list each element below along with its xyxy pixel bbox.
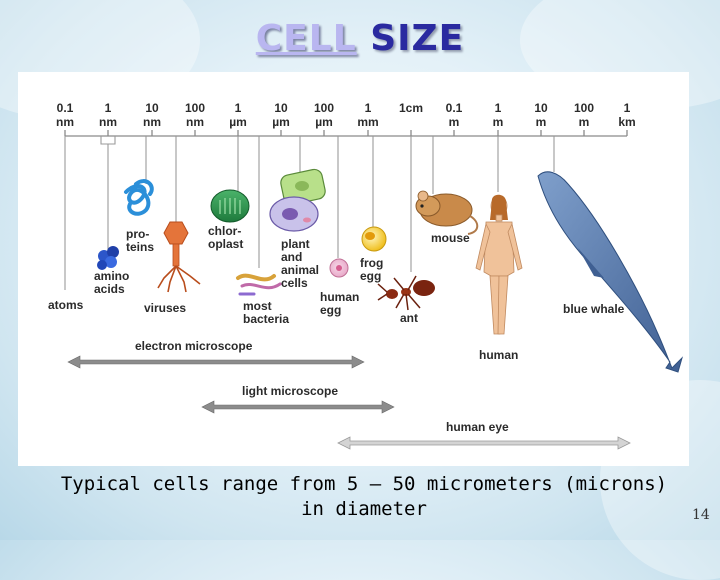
tick-value: 1 <box>364 101 372 115</box>
label-plant-animal-cells: cells <box>281 276 308 290</box>
label-ant: ant <box>400 311 418 325</box>
tick-unit: µm <box>272 115 290 129</box>
tick-unit: nm <box>143 115 161 129</box>
tick-value: 100 <box>313 101 335 115</box>
tick-value: 100 <box>184 101 206 115</box>
tick-unit: µm <box>315 115 333 129</box>
caption-line: Typical cells range from 5 – 50 micrometers (microns) <box>60 473 668 495</box>
tick-value: 1 <box>494 101 502 115</box>
tick-value: 0.1 <box>56 101 74 115</box>
cell-size-figure <box>18 72 689 466</box>
tick-unit: m <box>535 115 547 129</box>
tick-unit: nm <box>56 115 74 129</box>
label-plant-animal-cells: animal <box>281 263 320 277</box>
label-most-bacteria: bacteria <box>243 312 290 326</box>
label-chloroplast: oplast <box>208 237 244 251</box>
tick-value: 10 <box>145 101 159 115</box>
tick-value: 100 <box>573 101 595 115</box>
label-amino-acids: amino <box>94 269 130 283</box>
tick-value: 1 <box>623 101 631 115</box>
label-plant-animal-cells: plant <box>281 237 310 251</box>
tick-unit: m <box>578 115 590 129</box>
label-proteins: teins <box>126 240 155 254</box>
tick-value: 1 <box>104 101 112 115</box>
scale-diagram <box>18 72 689 466</box>
label-most-bacteria: most <box>243 299 272 313</box>
tick-unit: m <box>492 115 504 129</box>
amino-acid-illustration <box>97 246 119 270</box>
label-mouse: mouse <box>431 231 470 245</box>
label-human-eye: human eye <box>446 420 509 434</box>
title-size: SIZE <box>370 18 465 59</box>
scale-axis <box>65 130 627 136</box>
caption-line: in diameter <box>301 498 427 520</box>
label-chloroplast: chlor- <box>208 224 242 238</box>
label-amino-acids: acids <box>94 282 125 296</box>
bacteria-illustration <box>238 276 280 294</box>
page-number: 14 <box>692 507 710 523</box>
virus-illustration <box>158 222 200 292</box>
human-egg-illustration <box>330 259 348 277</box>
label-viruses: viruses <box>144 301 187 315</box>
tick-unit: nm <box>99 115 117 129</box>
label-atoms: atoms <box>48 298 84 312</box>
blue-whale-illustration <box>538 172 682 372</box>
tick-unit: km <box>618 115 636 129</box>
title-link-cell[interactable]: CELL <box>255 18 357 59</box>
label-plant-animal-cells: and <box>281 250 303 264</box>
label-blue-whale: blue whale <box>563 302 625 316</box>
label-light-microscope: light microscope <box>242 384 339 398</box>
label-human-egg: human <box>320 290 360 304</box>
label-frog-egg: egg <box>360 269 382 283</box>
range-light-microscope <box>202 384 394 413</box>
label-human-egg: egg <box>320 303 342 317</box>
scale-tick-labels <box>56 101 636 129</box>
human-illustration <box>476 195 522 334</box>
label-human: human <box>479 348 519 362</box>
range-electron-microscope <box>68 339 364 368</box>
tick-value: 0.1 <box>445 101 463 115</box>
tick-value: 10 <box>274 101 288 115</box>
tick-value: 1cm <box>398 101 424 115</box>
mouse-illustration <box>416 191 477 234</box>
protein-illustration <box>126 181 152 214</box>
chloroplast-illustration <box>211 190 249 222</box>
label-proteins: pro- <box>126 227 150 241</box>
label-electron-microscope: electron microscope <box>135 339 253 353</box>
slide-title <box>0 18 720 59</box>
frog-egg-illustration <box>362 227 386 251</box>
tick-unit: m <box>448 115 460 129</box>
tick-unit: nm <box>186 115 204 129</box>
tick-unit: mm <box>357 115 379 129</box>
ant-illustration <box>378 276 435 310</box>
tick-value: 10 <box>534 101 548 115</box>
tick-unit: µm <box>229 115 247 129</box>
range-human-eye <box>338 420 630 449</box>
label-frog-egg: frog <box>360 256 384 270</box>
slide-caption <box>34 472 694 522</box>
plant-animal-cell-illustration <box>270 168 327 231</box>
tick-value: 1 <box>234 101 242 115</box>
